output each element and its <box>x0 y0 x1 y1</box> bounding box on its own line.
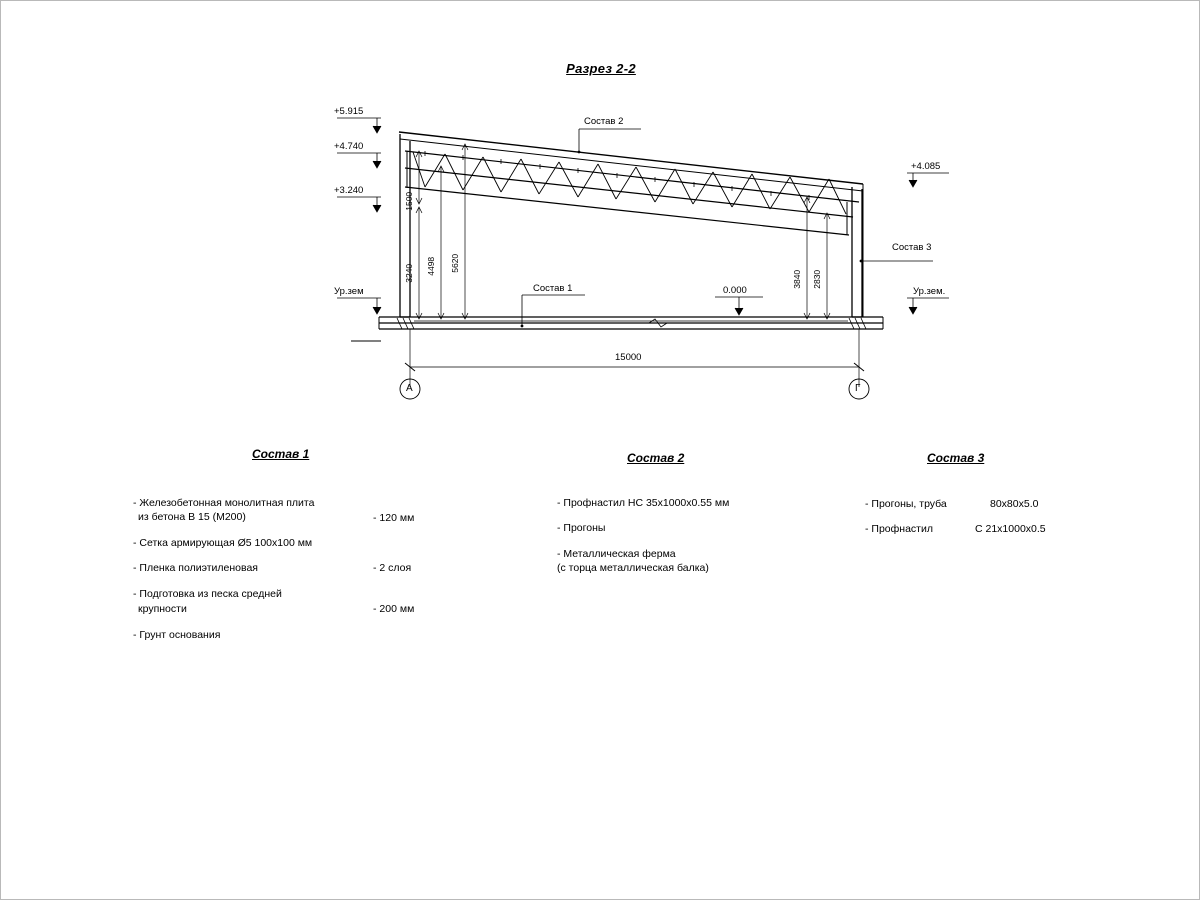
spec-list-1 <box>133 496 463 654</box>
axis-label-g: Г <box>855 383 861 394</box>
spec-item <box>557 522 857 534</box>
elevation-label: +4.740 <box>334 141 364 152</box>
spec-item <box>133 537 463 549</box>
spec-item-text2: крупности <box>138 602 187 615</box>
spec-item-text: - Грунт основания <box>133 628 221 641</box>
spec-item-text: - Профнастил НС 35х1000х0.55 мм <box>557 497 730 509</box>
spec-item <box>865 523 1165 535</box>
spec-item-text: - Железобетонная монолитная плита <box>133 497 315 509</box>
spec-item-text: - Подготовка из песка средней <box>133 588 282 601</box>
vertical-dimension: 3240 <box>404 263 415 283</box>
callout-sostav-2: Состав 2 <box>584 116 624 127</box>
page-title: Разрез 2-2 <box>566 61 636 76</box>
callout-sostav-1: Состав 1 <box>533 283 573 294</box>
section-drawing <box>1 1 1200 900</box>
spec-item-text: - Сетка армирующая Ø5 100х100 мм <box>133 537 313 550</box>
callout-sostav-3: Состав 3 <box>892 242 932 253</box>
elevation-label: +4.085 <box>911 161 941 172</box>
spec-list-3 <box>865 498 1165 548</box>
axis-label-a: А <box>406 383 413 394</box>
spec-item-value: - 2 слоя <box>373 562 412 575</box>
spec-item-value: - 200 мм <box>373 603 415 616</box>
spec-item-text: - Пленка полиэтиленовая <box>133 562 258 575</box>
spec-item-text: - Профнастил <box>865 523 933 535</box>
vertical-dimension: 4498 <box>426 256 437 276</box>
spec-item <box>133 629 463 641</box>
spec-item <box>133 562 463 574</box>
vertical-dimension: 5620 <box>450 253 461 273</box>
spec-item-text2: из бетона В 15 (М200) <box>138 511 246 524</box>
spec-item <box>133 587 463 615</box>
spec-item <box>865 498 1165 510</box>
spec-list-2 <box>557 497 857 588</box>
spec-item <box>133 496 463 524</box>
span-dimension: 15000 <box>615 352 642 363</box>
spec-item-value: С 21х1000х0.5 <box>975 523 1046 535</box>
spec-title-1: Состав 1 <box>252 447 310 461</box>
vertical-dimension: 2830 <box>812 269 823 289</box>
spec-item-text: - Прогоны <box>557 522 606 534</box>
vertical-dimension: 3840 <box>792 269 803 289</box>
spec-item <box>557 497 857 509</box>
ground-level-label-left: Ур.зем <box>334 286 364 297</box>
spec-item-text: - Металлическая ферма <box>557 548 676 560</box>
elevation-label: 0.000 <box>723 285 747 296</box>
spec-title-3: Состав 3 <box>927 451 985 465</box>
elevation-label: +3.240 <box>334 185 364 196</box>
spec-title-2: Состав 2 <box>627 451 685 465</box>
spec-item-value: - 120 мм <box>373 512 415 524</box>
ground-level-label-right: Ур.зем. <box>913 286 946 297</box>
spec-item <box>557 547 857 575</box>
spec-item-text2: (с торца металлическая балка) <box>557 562 709 575</box>
vertical-dimension: 1500 <box>404 191 415 211</box>
spec-item-value: 80х80х5.0 <box>990 498 1039 510</box>
spec-item-text: - Прогоны, труба <box>865 498 947 510</box>
elevation-label: +5.915 <box>334 106 364 117</box>
